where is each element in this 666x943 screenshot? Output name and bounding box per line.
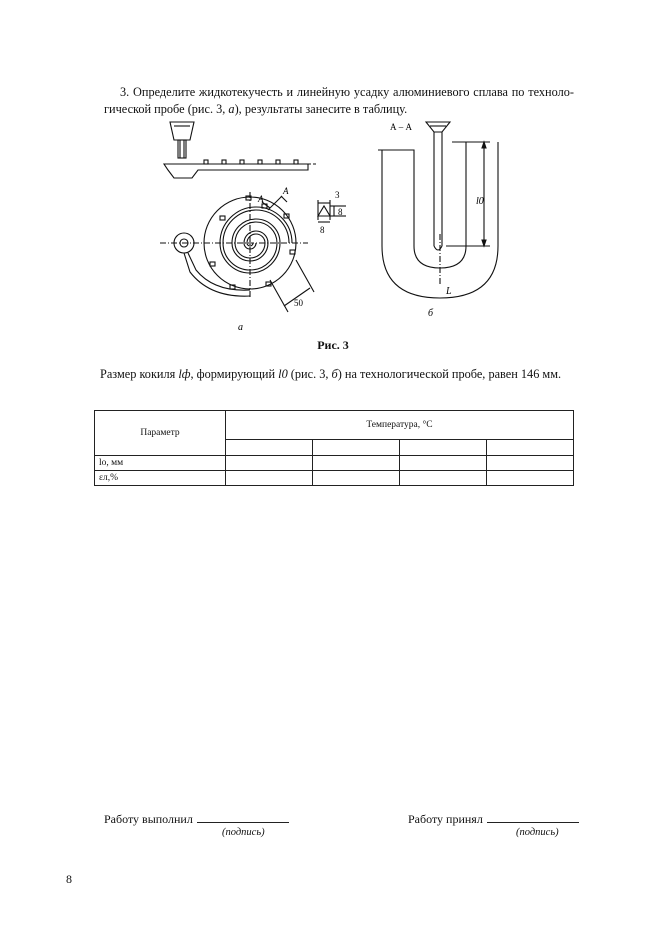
dim-3: 3 [335,190,340,200]
size-note-suffix: ) на технологической пробе, равен 146 мм. [337,367,562,381]
value-cell[interactable] [226,471,313,486]
dim-8-side: 8 [338,207,343,217]
signature-performed-note: (подпись) [222,827,265,838]
u-tube-cup [426,122,450,132]
section-profile [318,206,330,216]
temp-cell-1[interactable] [226,439,313,455]
row-label: εл,% [95,471,226,486]
section-label: А – А [390,122,412,132]
figure-caption: Рис. 3 [317,338,349,352]
dim-8-bottom: 8 [320,225,325,235]
part-a-label: а [238,322,243,333]
signature-performed-label: Работу выполнил [104,812,193,826]
table-row [95,456,574,471]
runner [164,164,308,178]
u-tube-outer [398,142,466,268]
row-label: lo, мм [95,456,226,471]
runner-vents [204,160,298,164]
sprue [178,140,186,158]
task-text-part2: ), результаты занесите в таблицу. [234,102,408,117]
value-cell[interactable] [399,456,486,471]
value-cell[interactable] [312,471,399,486]
size-note-l0: l0 [278,367,288,381]
temp-cell-2[interactable] [312,439,399,455]
dim-50: 50 [294,298,303,308]
value-cell[interactable] [486,471,573,486]
results-table [94,410,574,486]
L-label: L [446,286,452,297]
table-row [95,471,574,486]
part-b-label: б [428,308,434,319]
figure-3 [150,112,550,336]
task-ref-a: а [228,102,235,117]
size-note [100,366,620,382]
size-note-lphi: lф [178,367,191,381]
size-note-prefix: Размер кокиля [100,367,179,381]
signature-performed-line[interactable] [197,810,289,823]
size-note-mid: , формирующий [190,367,279,381]
task-text-part1: Определите жидкотекучесть и линейную усадку алюминиевого сплава по технологической пробе (рис. 3, [104,85,574,117]
cut-label-2: А [258,194,264,204]
signature-accepted-line[interactable] [487,810,579,823]
param-header: Параметр [95,411,226,456]
temperature-header: Температура, °C [226,411,574,440]
signature-performed [104,810,289,827]
value-cell[interactable] [399,471,486,486]
table-header-row [95,411,574,440]
page-number: 8 [66,872,72,886]
signature-accepted [408,810,579,827]
l0-label: l0 [476,196,484,207]
temp-cell-4[interactable] [486,439,573,455]
temp-cell-3[interactable] [399,439,486,455]
value-cell[interactable] [226,456,313,471]
task-number: 3. [120,85,130,100]
value-cell[interactable] [312,456,399,471]
pouring-cup [170,122,194,140]
cut-label-1: А [283,186,289,196]
value-cell[interactable] [486,456,573,471]
size-note-ref-b: б [331,367,338,381]
signature-accepted-label: Работу принял [408,812,483,826]
size-note-ref: (рис. 3, [287,367,332,381]
signature-accepted-note: (подпись) [516,827,559,838]
